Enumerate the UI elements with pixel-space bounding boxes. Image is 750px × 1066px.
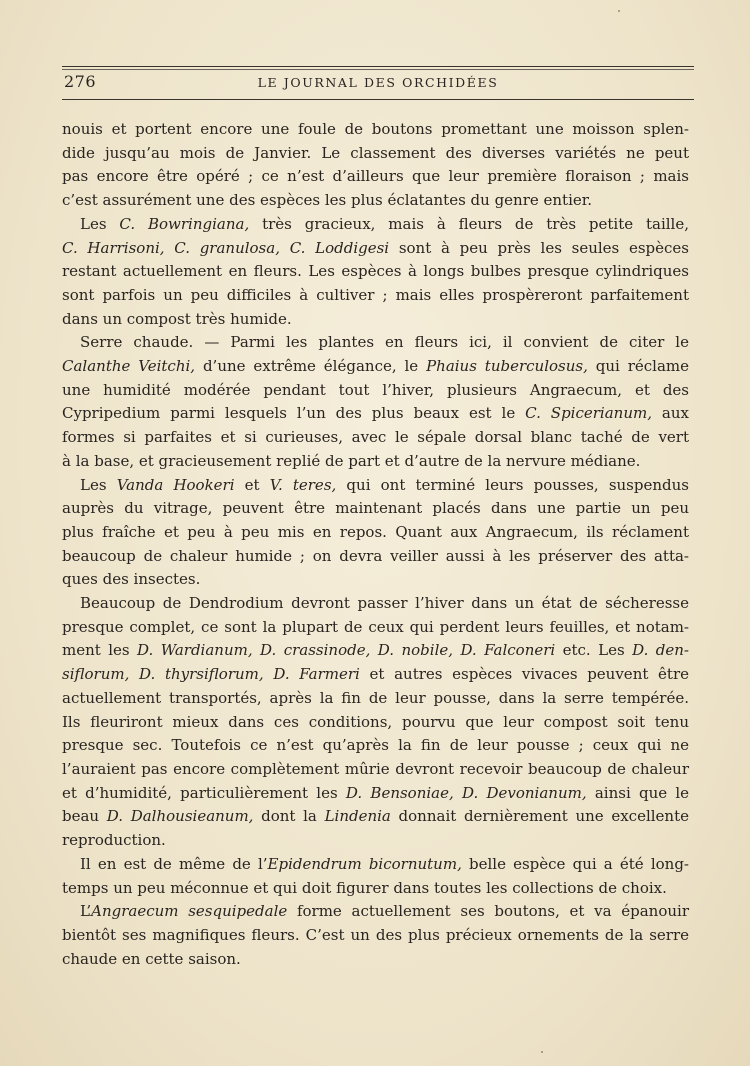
text-run: une humidité modérée pendant tout l’hiver, plusieurs Angraecum, et des — [62, 380, 689, 399]
text-line — [62, 592, 689, 616]
text-line — [62, 758, 689, 782]
italic-species-name: V. teres, — [269, 475, 337, 494]
paragraph — [62, 474, 689, 593]
text-run: temps un peu méconnue et qui doit figurer dans toutes les collections de choix. — [62, 878, 667, 897]
italic-species-name: Epidendrum bicornutum, — [267, 854, 462, 873]
italic-species-name: Calanthe Veitchi, — [62, 357, 196, 376]
text-run: restant actuellement en fleurs. Les espèces à longs bulbes presque cylindriques — [62, 262, 689, 281]
paragraph — [62, 900, 689, 971]
text-line — [62, 545, 689, 569]
text-run: presque sec. Toutefois ce n’est qu’après la fin de leur pousse ; ceux qui ne — [62, 736, 689, 755]
text-line — [62, 948, 689, 972]
italic-species-name: C. Bowringiana, — [119, 214, 250, 233]
italic-species-name: Angraecum sesquipedale — [91, 902, 288, 921]
text-line — [62, 521, 689, 545]
text-run: c’est assurément une des espèces les plus éclatantes du genre entier. — [62, 191, 593, 210]
text-line — [62, 118, 689, 142]
text-run: plus fraîche et peu à peu mis en repos. Quant aux Angraecum, ils réclament — [62, 522, 689, 541]
text-run: aux — [651, 404, 689, 423]
text-line — [62, 639, 689, 663]
text-run: — Parmi les plantes en fleurs ici, il convient de citer le — [193, 333, 689, 352]
text-run: L’ — [80, 902, 92, 921]
text-run: et d’humidité, particulièrement les — [62, 783, 346, 802]
text-run: etc. Les — [555, 641, 633, 660]
text-run: reproduction. — [62, 831, 166, 850]
italic-species-name: siflorum, D. thyrsiflorum, D. Farmeri — [62, 665, 360, 684]
text-line — [62, 402, 689, 426]
text-run: Les — [80, 475, 117, 494]
paragraph — [62, 592, 689, 853]
text-line — [62, 497, 689, 521]
text-line — [62, 805, 689, 829]
text-line — [62, 189, 689, 213]
text-run: pas encore être opéré ; ce n’est d’ailleurs que leur première floraison ; mais — [62, 167, 689, 186]
running-header — [62, 66, 694, 100]
text-line — [62, 853, 689, 877]
text-run: Il en est de même de l’ — [80, 854, 268, 873]
text-run: beau — [62, 807, 107, 826]
text-line — [62, 379, 689, 403]
text-run: Ils fleuriront mieux dans ces conditions, pourvu que leur compost soit tenu — [62, 712, 689, 731]
italic-species-name: D. Wardianum, D. crassinode, D. nobile, D. Falconeri — [137, 641, 556, 660]
text-run: très gracieux, mais à fleurs de très petite taille, — [249, 214, 689, 233]
page-number: 276 — [64, 72, 97, 91]
text-line — [62, 782, 689, 806]
text-run: sont parfois un peu difficiles à cultiver ; mais elles prospèreront parfaitement — [62, 285, 689, 304]
text-run: sont à peu près les seules espèces — [389, 238, 689, 257]
text-line — [62, 213, 689, 237]
text-line — [62, 474, 689, 498]
paper-speck — [618, 10, 620, 12]
text-run: à la base, et gracieusement replié de part et d’autre de la nervure médiane. — [62, 451, 641, 470]
text-line — [62, 165, 689, 189]
text-run: forme actuellement ses boutons, et va épanouir — [287, 902, 689, 921]
text-line — [62, 237, 689, 261]
paragraph — [62, 213, 689, 332]
text-line — [62, 877, 689, 901]
text-line — [62, 142, 689, 166]
text-run: dide jusqu’au mois de Janvier. Le classement des diverses variétés ne peut — [62, 143, 689, 162]
running-title: LE JOURNAL DES ORCHIDÉES — [257, 75, 499, 90]
italic-species-name: D. den- — [632, 641, 690, 660]
text-line — [62, 924, 689, 948]
text-run: chaude en cette saison. — [62, 949, 241, 968]
paper-speck — [541, 1051, 543, 1053]
text-run: nouis et portent encore une foule de boutons promettant une moisson splen- — [62, 120, 689, 138]
italic-species-name: C. Spicerianum, — [525, 404, 652, 423]
text-line — [62, 331, 689, 355]
text-run: dont la — [253, 807, 325, 826]
text-run: beaucoup de chaleur humide ; on devra veiller aussi à les préserver des atta- — [62, 546, 689, 565]
section-heading: Serre chaude. — [80, 333, 194, 352]
text-run: formes si parfaites et si curieuses, avec le sépale dorsal blanc taché de vert — [62, 428, 689, 447]
text-line — [62, 711, 689, 735]
text-run: Beaucoup de Dendrodium devront passer l’hiver dans un état de sécheresse — [80, 594, 689, 613]
paragraph — [62, 118, 689, 213]
text-run: belle espèce qui a été long- — [461, 854, 690, 873]
text-line — [62, 450, 689, 474]
text-run: donnait dernièrement une excellente — [390, 807, 689, 826]
text-line — [62, 663, 689, 687]
text-run: ques des insectes. — [62, 570, 201, 589]
text-run: et autres espèces vivaces peuvent être — [359, 665, 690, 684]
text-run: qui ont terminé leurs pousses, suspendus — [336, 475, 689, 494]
text-line — [62, 260, 689, 284]
text-line — [62, 734, 689, 758]
text-run: Les — [80, 214, 120, 233]
text-run: auprès du vitrage, peuvent être maintenant placés dans une partie un peu — [62, 499, 689, 518]
italic-species-name: C. Harrisoni, C. granulosa, C. Loddigesi — [62, 238, 390, 257]
text-line — [62, 568, 689, 592]
italic-species-name: Phaius tuberculosus, — [426, 357, 588, 376]
text-run: ainsi que le — [586, 783, 690, 802]
text-line — [62, 616, 689, 640]
text-line — [62, 900, 689, 924]
paragraph — [62, 331, 689, 473]
italic-species-name: Lindenia — [324, 807, 391, 826]
text-line — [62, 284, 689, 308]
italic-species-name: D. Dalhousieanum, — [106, 807, 254, 826]
text-run: presque complet, ce sont la plupart de ceux qui perdent leurs feuilles, et notam- — [62, 617, 689, 636]
text-run: ment les — [62, 641, 138, 660]
text-run: l’auraient pas encore complètement mûrie devront recevoir beaucoup de chaleur — [62, 759, 689, 778]
paragraph — [62, 853, 689, 900]
italic-species-name: Vanda Hookeri — [116, 475, 235, 494]
text-run: d’une extrême élégance, le — [195, 357, 427, 376]
text-line — [62, 355, 689, 379]
text-line — [62, 426, 689, 450]
text-line — [62, 829, 689, 853]
text-run: bientôt ses magnifiques fleurs. C’est un des plus précieux ornements de la serre — [62, 925, 689, 944]
text-run: et — [234, 475, 270, 494]
text-run: dans un compost très humide. — [62, 309, 292, 328]
text-line — [62, 687, 689, 711]
text-line — [62, 308, 689, 332]
article-body — [62, 118, 689, 971]
italic-species-name: D. Bensoniae, D. Devonianum, — [345, 783, 587, 802]
text-run: qui réclame — [587, 357, 689, 376]
text-run: Cypripedium parmi lesquels l’un des plus beaux est le — [62, 404, 526, 423]
text-run: actuellement transportés, après la fin de leur pousse, dans la serre tempérée. — [62, 688, 689, 707]
